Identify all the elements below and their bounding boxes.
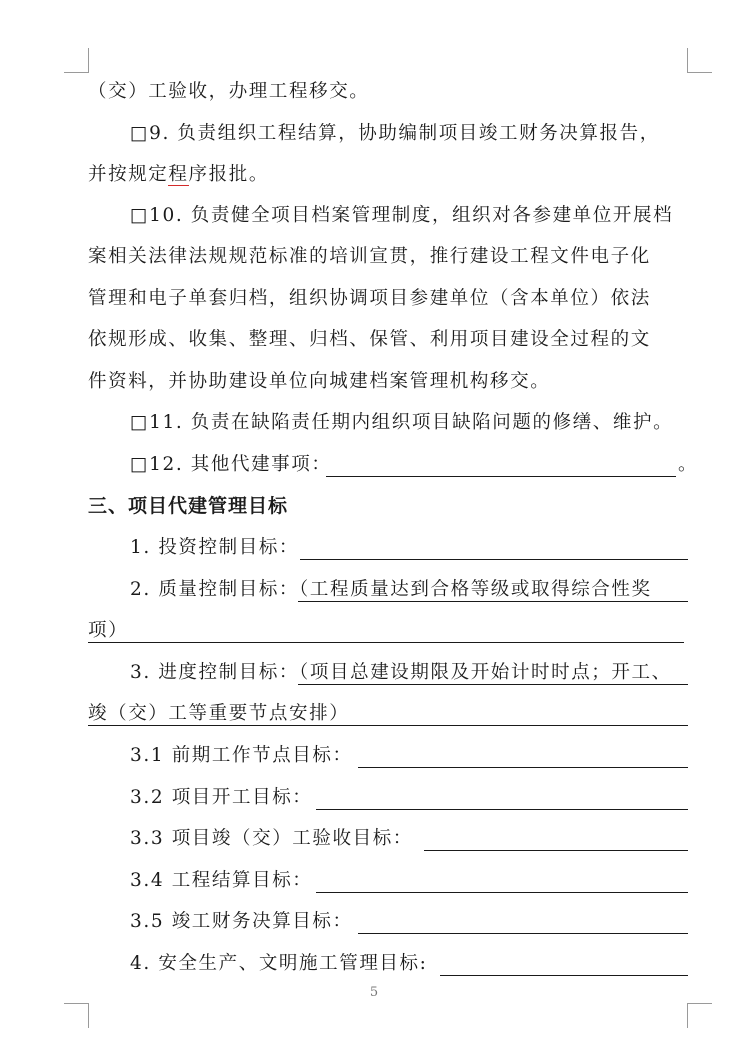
goal-3-3-blank-field[interactable]: [424, 850, 688, 851]
goal-3-2-blank-field[interactable]: [316, 809, 688, 810]
goal-2-label: 2. 质量控制目标：: [130, 579, 300, 600]
goal-2-value-2: 项）: [88, 620, 129, 641]
goal-3-3-label: 3.3 项目竣（交）工验收目标：: [130, 828, 413, 849]
corner-mark-top-right: [687, 48, 712, 73]
item-12-label: □12. 其他代建事项：: [130, 454, 332, 475]
item-9-text-b: 序报批。: [188, 164, 269, 185]
goal-2-underline-1: [298, 601, 688, 602]
item-12-blank-field[interactable]: [326, 476, 676, 477]
page-number: 5: [369, 985, 379, 1000]
goal-1-blank-field[interactable]: [300, 559, 688, 560]
goal-3-line-1: [130, 659, 688, 687]
goal-3-1-blank-field[interactable]: [358, 767, 688, 768]
goal-3-underline-2: [88, 725, 688, 726]
goal-1-label: 1. 投资控制目标：: [130, 537, 300, 558]
goal-3-value-2: 竣（交）工等重要节点安排）: [88, 703, 350, 724]
item-11-line: □11. 负责在缺陷责任期内组织项目缺陷问题的修缮、维护。: [130, 412, 674, 433]
spellcheck-marked-char: 程: [168, 164, 189, 185]
goal-3-1-label: 3.1 前期工作节点目标：: [130, 745, 353, 766]
item-9-line-2: [88, 161, 688, 189]
goal-4-label: 4. 安全生产、文明施工管理目标:: [130, 953, 428, 974]
item-10-line-4: 依规形成、收集、整理、归档、保管、利用项目建设全过程的文: [88, 329, 651, 350]
item-10-line-5: 件资料，并协助建设单位向城建档案管理机构移交。: [88, 371, 551, 392]
goal-2-value-1: （工程质量达到合格等级或取得综合性奖: [299, 579, 652, 600]
paragraph-line-1: （交）工验收，办理工程移交。: [88, 81, 370, 102]
item-12-period: 。: [678, 454, 699, 475]
goal-3-label: 3. 进度控制目标：: [130, 662, 300, 683]
corner-mark-bottom-right: [687, 1003, 712, 1028]
goal-4-blank-field[interactable]: [440, 975, 688, 976]
goal-3-2-label: 3.2 项目开工目标：: [130, 787, 313, 808]
goal-3-value-1: （项目总建设期限及开始计时时点；开工、: [299, 662, 672, 683]
goal-2-underline-2: [88, 642, 684, 643]
section-heading: 三、项目代建管理目标: [88, 495, 289, 517]
goal-3-5-label: 3.5 竣工财务决算目标：: [130, 911, 353, 932]
goal-3-underline-1: [298, 684, 688, 685]
goal-3-4-blank-field[interactable]: [316, 892, 688, 893]
item-9-line-1: □9. 负责组织工程结算，协助编制项目竣工财务决算报告，: [130, 123, 660, 144]
corner-mark-top-left: [64, 48, 89, 73]
item-10-line-2: 案相关法律法规规范标准的培训宣贯，推行建设工程文件电子化: [88, 246, 651, 267]
goal-3-4-label: 3.4 工程结算目标：: [130, 870, 313, 891]
item-10-line-1: □10. 负责健全项目档案管理制度，组织对各参建单位开展档: [130, 205, 674, 226]
goal-2-line-1: [130, 576, 688, 604]
corner-mark-bottom-left: [64, 1003, 89, 1028]
item-10-line-3: 管理和电子单套归档，组织协调项目参建单位（含本单位）依法: [88, 288, 651, 309]
item-12-line: [130, 451, 688, 479]
goal-3-5-blank-field[interactable]: [358, 933, 688, 934]
item-9-text-a: 并按规定: [88, 164, 169, 185]
